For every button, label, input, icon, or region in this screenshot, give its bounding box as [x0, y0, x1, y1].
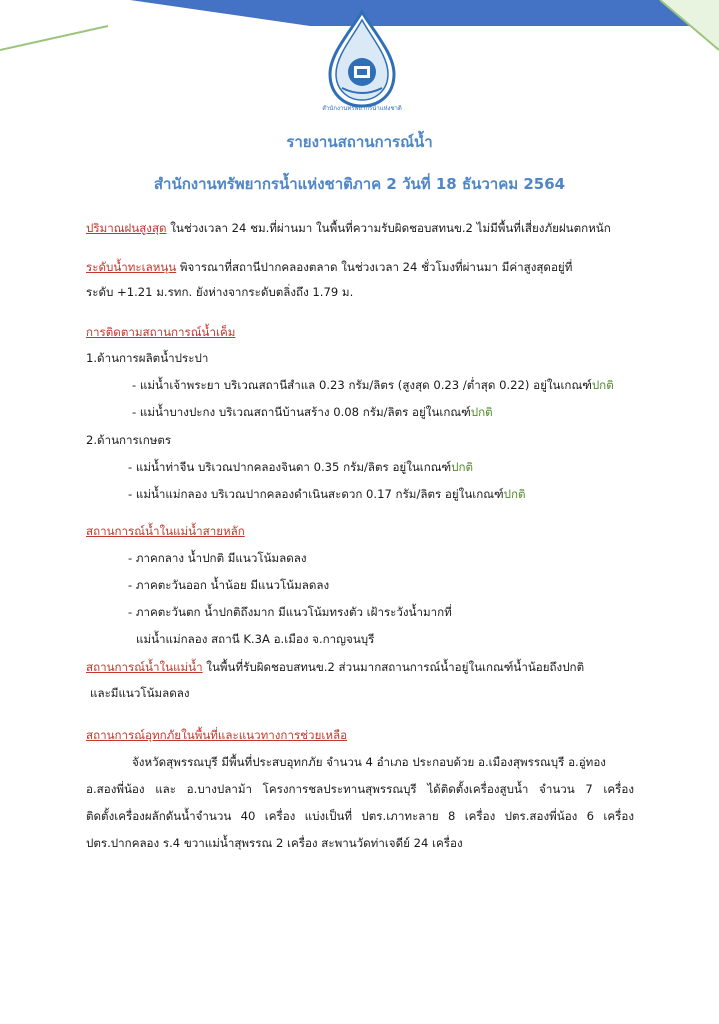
main-river-west-cont: แม่น้ำแม่กลอง สถานี K.3A อ.เมือง จ.กาญจนบุรี: [136, 632, 375, 646]
rain-text: ในช่วงเวลา 24 ชม.ที่ผ่านมา ในพื้นที่ความรับผิดชอบสทนข.2 ไม่มีพื้นที่เสี่ยงภัยฝนตกหนัก: [166, 221, 611, 235]
salinity-item-bang-pakong: - แม่น้ำบางปะกง บริเวณสถานีบ้านสร้าง 0.08 กรัม/ลิตร อยู่ในเกณฑ์ปกติ: [132, 405, 493, 419]
salinity-sub-agriculture: 2.ด้านการเกษตร: [86, 433, 172, 447]
flood-line-2: อ.สองพี่น้อง และ อ.บางปลาม้า โครงการชลประทานสุพรรณบุรี ได้ติดตั้งเครื่องสูบน้ำ จำนวน 7 เครื่อง: [86, 782, 634, 796]
flood-line-4: ปตร.ปากคลอง ร.4 ขวาแม่น้ำสุพรรณ 2 เครื่อง สะพานวัดท่าเจดีย์ 24 เครื่อง: [86, 836, 463, 850]
main-river-west: - ภาคตะวันตก น้ำปกติถึงมาก มีแนวโน้มทรงตัว เฝ้าระวังน้ำมากที่: [128, 605, 452, 619]
salinity-item-tha-chin: - แม่น้ำท่าจีน บริเวณปากคลองจินดา 0.35 กรัม/ลิตร อยู่ในเกณฑ์ปกติ: [128, 460, 474, 474]
office-logo: [320, 8, 404, 112]
main-river-central: - ภาคกลาง น้ำปกติ มีแนวโน้มลดลง: [128, 551, 307, 565]
normal-status: ปกติ: [470, 405, 493, 419]
river-area-heading: สถานการณ์น้ำในแม่น้ำ: [86, 660, 203, 674]
flood-heading: สถานการณ์อุทกภัยในพื้นที่และแนวทางการช่วยเหลือ: [86, 728, 348, 742]
rain-line: [86, 221, 611, 236]
main-river-heading: สถานการณ์น้ำในแม่น้ำสายหลัก: [86, 524, 245, 538]
normal-status: ปกติ: [503, 487, 526, 501]
rain-label: ปริมาณฝนสูงสุด: [86, 221, 167, 235]
normal-status: ปกติ: [451, 460, 474, 474]
salinity-sub-water-supply: 1.ด้านการผลิตน้ำประปา: [86, 351, 209, 365]
salinity-item-chao-phraya: - แม่น้ำเจ้าพระยา บริเวณสถานีสำแล 0.23 กรัม/ลิตร (สูงสุด 0.23 /ต่ำสุด 0.22) อยู่ในเกณฑ์ปกติ: [132, 378, 614, 392]
tide-line-1: [86, 260, 572, 275]
river-area-line-1: [86, 660, 584, 675]
logo-caption: สำนักงานทรัพยากรน้ำแห่งชาติ: [322, 105, 402, 112]
page-title: รายงานสถานการณ์น้ำ: [286, 133, 433, 151]
flood-line-3: ติดตั้งเครื่องผลักดันน้ำจำนวน 40 เครื่อง แบ่งเป็นที่ ปตร.เภาทะลาย 8 เครื่อง ปตร.สองพี่น้อง 6 เครื่อง: [86, 809, 634, 823]
salinity-item-mae-klong: - แม่น้ำแม่กลอง บริเวณปากคลองดำเนินสะดวก 0.17 กรัม/ลิตร อยู่ในเกณฑ์ปกติ: [128, 487, 526, 501]
river-area-line-2: และมีแนวโน้มลดลง: [90, 686, 190, 700]
tide-line-2: ระดับ +1.21 ม.รทก. ยังห่างจากระดับตลิ่งถึง 1.79 ม.: [86, 285, 354, 299]
flood-line-1: จังหวัดสุพรรณบุรี มีพื้นที่ประสบอุทกภัย จำนวน 4 อำเภอ ประกอบด้วย อ.เมืองสุพรรณบุรี อ.อู่ทอง: [132, 755, 606, 769]
top-left-green-line: [0, 26, 108, 50]
normal-status: ปกติ: [591, 378, 614, 392]
tide-text-1: พิจารณาที่สถานีปากคลองตลาด ในช่วงเวลา 24 ชั่วโมงที่ผ่านมา มีค่าสูงสุดอยู่ที่: [176, 260, 573, 274]
page-subtitle: สำนักงานทรัพยากรน้ำแห่งชาติภาค 2 วันที่ 18 ธันวาคม 2564: [153, 175, 566, 193]
tide-label: ระดับน้ำทะเลหนุน: [86, 260, 177, 274]
river-area-text: ในพื้นที่รับผิดชอบสทนข.2 ส่วนมากสถานการณ์น้ำอยู่ในเกณฑ์น้ำน้อยถึงปกติ: [202, 660, 585, 674]
main-river-east: - ภาคตะวันออก น้ำน้อย มีแนวโน้มลดลง: [128, 578, 330, 592]
salinity-heading: การติดตามสถานการณ์น้ำเค็ม: [86, 325, 236, 339]
